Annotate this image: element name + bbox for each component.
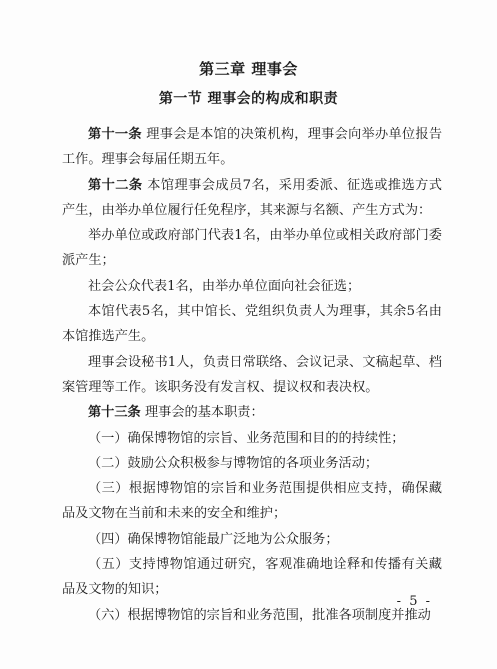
paragraph-text: （四）确保博物馆能最广泛地为公众服务； (88, 531, 339, 547)
paragraph-text: （三）根据博物馆的宗旨和业务范围提供相应支持，确保藏品及文物在当前和未来的安全和维护； (62, 481, 442, 522)
list-item (62, 476, 442, 527)
list-item (62, 527, 442, 552)
list-item (62, 426, 442, 451)
article-label: 第十一条 (88, 127, 142, 142)
page-number: - 5 - (396, 594, 432, 609)
paragraph-article-11 (62, 122, 442, 173)
paragraph-text: 本馆理事会成员7名，采用委派、征选或推选方式产生，由举办单位履行任免程序，其来源与名额、产生方式为： (62, 177, 442, 218)
body-text (62, 122, 442, 628)
paragraph-text: 本馆代表5名，其中馆长、党组织负责人为理事，其余5名由本馆推选产生。 (62, 304, 442, 345)
section-title: 第一节 理事会的构成和职责 (158, 91, 339, 107)
paragraph-text: 理事会是本馆的决策机构，理事会向举办单位报告工作。理事会每届任期五年。 (62, 127, 442, 168)
paragraph-text: 举办单位或政府部门代表1名，由举办单位或相关政府部门委派产生； (62, 228, 442, 269)
paragraph-text: 社会公众代表1名，由举办单位面向社会征选； (88, 278, 361, 294)
paragraph-text: 理事会的基本职责： (140, 405, 264, 421)
paragraph-text: （二）鼓励公众积极参与博物馆的各项业务活动； (88, 455, 379, 471)
paragraph-article-13 (62, 400, 442, 425)
article-label: 第十二条 (88, 177, 143, 193)
paragraph (62, 350, 442, 401)
paragraph-text: 理事会设秘书1人，负责日常联络、会议记录、文稿起草、档案管理等工作。该职务没有发言权、提议权和表决权。 (62, 354, 442, 395)
list-item (62, 552, 442, 603)
list-item (62, 451, 442, 476)
paragraph (62, 299, 442, 350)
paragraph-text: （五）支持博物馆通过研究，客观准确地诠释和传播有关藏品及文物的知识； (62, 557, 442, 598)
paragraph (62, 223, 442, 274)
paragraph-text: （一）确保博物馆的宗旨、业务范围和目的的持续性； (88, 430, 405, 446)
list-item (62, 603, 442, 628)
paragraph-text: （六）根据博物馆的宗旨和业务范围，批准各项制度并推动 (88, 607, 431, 623)
article-label: 第十三条 (88, 405, 141, 421)
chapter-title: 第三章 理事会 (199, 60, 298, 78)
paragraph-article-12 (62, 173, 442, 224)
paragraph (62, 274, 442, 299)
